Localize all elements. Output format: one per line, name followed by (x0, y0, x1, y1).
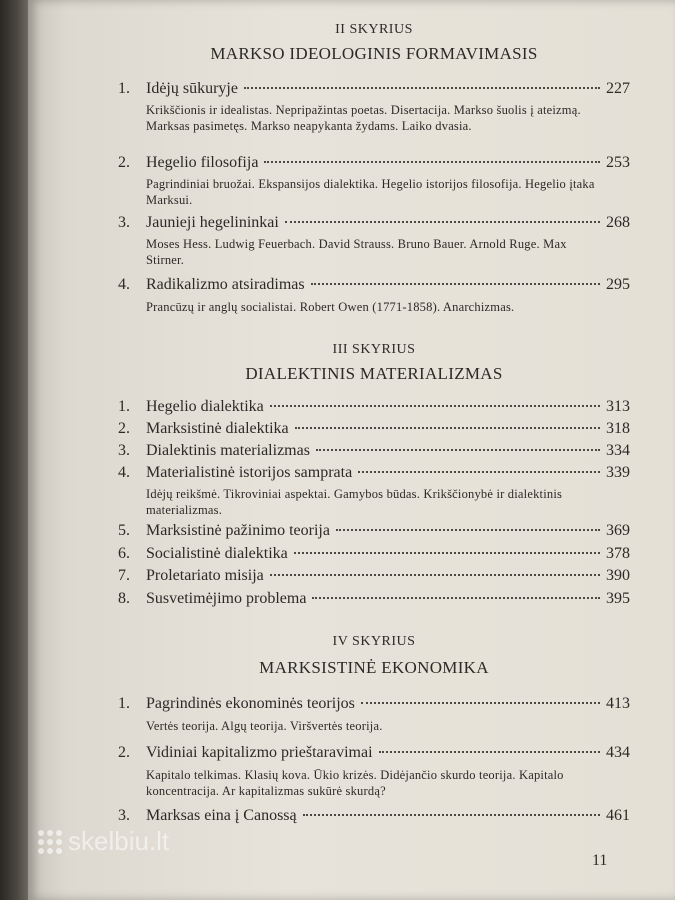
dot-leader (379, 751, 600, 753)
entry-page: 390 (606, 567, 630, 584)
entry-number: 4. (118, 276, 130, 293)
toc-entry (118, 80, 630, 100)
book-spine-shadow (0, 0, 28, 900)
dot-leader (336, 529, 600, 531)
entry-title: Vidiniai kapitalizmo prieštaravimai (146, 744, 373, 761)
entry-description: Moses Hess. Ludwig Feuerbach. David Strauss. Bruno Bauer. Arnold Ruge. Max Stirner. (146, 237, 567, 267)
entry-number: 6. (118, 545, 130, 562)
toc-entry (118, 464, 630, 484)
toc-entry (118, 590, 630, 610)
toc-entry (118, 744, 630, 764)
entry-page: 318 (606, 420, 630, 437)
entry-number: 3. (118, 214, 130, 231)
entry-title: Proletariato misija (146, 567, 264, 584)
chapter-title: DIALEKTINIS MATERIALIZMAS (245, 364, 503, 383)
toc-entry (118, 154, 630, 174)
entry-page: 253 (606, 154, 630, 171)
entry-number: 8. (118, 590, 130, 607)
dot-leader (264, 161, 600, 163)
entry-description: Prancūzų ir anglų socialistai. Robert Owen (1771-1858). Anarchizmas. (146, 300, 515, 314)
entry-title: Marksas eina į Canossą (146, 807, 297, 824)
entry-title: Radikalizmo atsiradimas (146, 276, 305, 293)
entry-page: 334 (606, 442, 630, 459)
toc-entry (118, 695, 630, 715)
entry-title: Socialistinė dialektika (146, 545, 288, 562)
entry-title: Hegelio dialektika (146, 398, 264, 415)
entry-number: 2. (118, 744, 130, 761)
entry-page: 369 (606, 522, 630, 539)
dot-leader (312, 597, 600, 599)
entry-page: 461 (606, 807, 630, 824)
entry-page: 339 (606, 464, 630, 481)
entry-number: 1. (118, 398, 130, 415)
dot-leader (285, 221, 600, 223)
entry-number: 5. (118, 522, 130, 539)
toc-entry (118, 807, 630, 827)
toc-entry (118, 522, 630, 542)
entry-title: Jaunieji hegelininkai (146, 214, 279, 231)
dot-leader (303, 814, 600, 816)
entry-number: 3. (118, 442, 130, 459)
toc-entry (118, 567, 630, 587)
site-watermark (38, 826, 169, 857)
chapter-title: MARKSISTINĖ EKONOMIKA (259, 658, 489, 677)
book-page (28, 0, 675, 900)
entry-page: 268 (606, 214, 630, 231)
dot-leader (295, 427, 600, 429)
toc-entry (118, 398, 630, 418)
entry-title: Pagrindinės ekonominės teorijos (146, 695, 355, 712)
entry-title: Hegelio filosofija (146, 154, 259, 171)
chapter-label: III SKYRIUS (332, 342, 416, 357)
dot-leader (244, 87, 600, 89)
entry-description: Krikščionis ir idealistas. Nepripažintas poetas. Disertacija. Markso šuolis į ateizmą. Marksas pasimetęs. Markso neapykanta žydams. Laiko dvasia. (146, 103, 581, 133)
toc-entry (118, 214, 630, 234)
entry-number: 2. (118, 420, 130, 437)
toc-entry (118, 545, 630, 565)
entry-title: Dialektinis materializmas (146, 442, 310, 459)
entry-title: Marksistinė pažinimo teorija (146, 522, 330, 539)
entry-title: Susvetimėjimo problema (146, 590, 307, 607)
toc-entry (118, 276, 630, 296)
dot-leader (294, 552, 600, 554)
dot-leader (316, 449, 600, 451)
chapter-title: MARKSO IDEOLOGINIS FORMAVIMASIS (210, 44, 538, 63)
entry-page: 413 (606, 695, 630, 712)
page-number: 11 (592, 852, 608, 869)
entry-number: 7. (118, 567, 130, 584)
entry-description: Vertės teorija. Algų teorija. Viršvertės teorija. (146, 719, 383, 733)
entry-number: 4. (118, 464, 130, 481)
dot-leader (270, 574, 600, 576)
entry-description: Idėjų reikšmė. Tikroviniai aspektai. Gamybos būdas. Krikščionybė ir dialektinis materializmas. (146, 487, 563, 517)
entry-description: Pagrindiniai bruožai. Ekspansijos dialektika. Hegelio istorijos filosofija. Hegelio įtaka Marksui. (146, 177, 595, 207)
watermark-logo-icon (38, 830, 62, 854)
entry-page: 295 (606, 276, 630, 293)
chapter-label: IV SKYRIUS (332, 634, 416, 649)
chapter-label: II SKYRIUS (335, 22, 413, 37)
entry-title: Marksistinė dialektika (146, 420, 289, 437)
entry-page: 395 (606, 590, 630, 607)
entry-page: 378 (606, 545, 630, 562)
entry-number: 1. (118, 695, 130, 712)
entry-title: Idėjų sūkuryje (146, 80, 238, 97)
entry-page: 227 (606, 80, 630, 97)
dot-leader (270, 405, 600, 407)
entry-number: 3. (118, 807, 130, 824)
entry-number: 1. (118, 80, 130, 97)
watermark-text: skelbiu.lt (68, 826, 170, 856)
entry-number: 2. (118, 154, 130, 171)
entry-page: 313 (606, 398, 630, 415)
toc-entry (118, 442, 630, 462)
dot-leader (361, 702, 600, 704)
entry-description: Kapitalo telkimas. Klasių kova. Ūkio krizės. Didėjančio skurdo teorija. Kapitalo koncentracija. Ar kapitalizmas sukūrė skurdą? (146, 768, 564, 798)
dot-leader (358, 471, 600, 473)
entry-page: 434 (606, 744, 630, 761)
entry-title: Materialistinė istorijos samprata (146, 464, 353, 481)
dot-leader (311, 283, 600, 285)
toc-entry (118, 420, 630, 440)
